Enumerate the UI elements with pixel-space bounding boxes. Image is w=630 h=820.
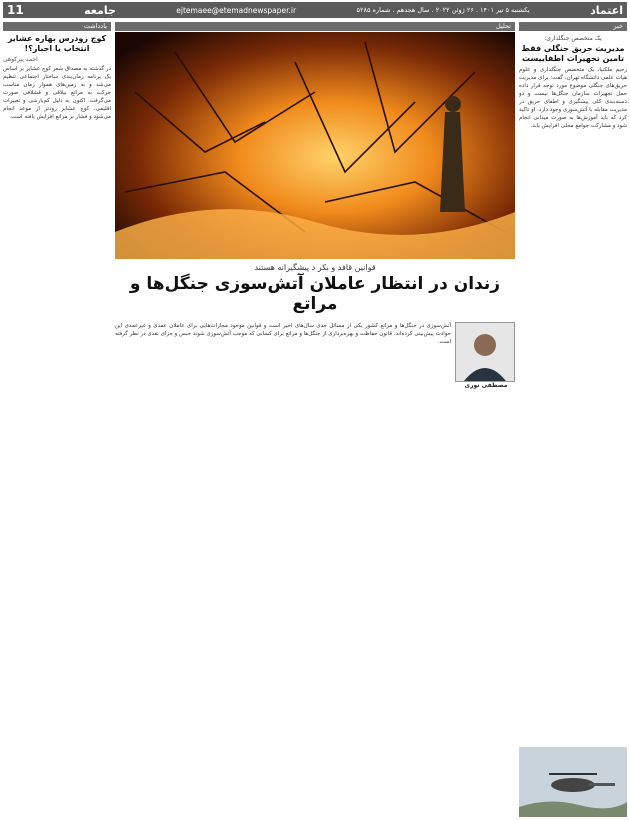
page-number: 11 xyxy=(7,3,24,17)
page-header xyxy=(3,2,627,18)
date-line: یکشنبه ۵ تیر ۱۴۰۱ . ۲۶ ژوئن ۲۰۲۲ . سال هجدهم . شماره ۵۲۸۵ xyxy=(356,6,530,14)
note-label: یادداشت xyxy=(3,22,111,31)
analysis-label: تحلیل xyxy=(115,22,515,31)
article-kicker: قوانین قافد و بکر د پیشگیرانه هستند xyxy=(254,263,376,272)
helicopter-photo xyxy=(519,747,627,817)
note-column xyxy=(3,22,111,817)
logo: اعتماد xyxy=(590,3,623,17)
author-photo xyxy=(455,322,515,382)
author-name: مصطفی نوری xyxy=(464,382,508,389)
forest-fire-photo xyxy=(115,32,515,259)
section-title: جامعه xyxy=(84,3,116,17)
news-body: رحیم ملکنیا، یک متخصص جنگلداری و علوم هیات علمی دانشگاه تهران، گفت: برای مدیریت حریق‌های جنگلی موضوع مورد توجه قرار داده حمل تجهیزات سازمان جنگل‌ها نیست و دو دسته‌بندی کلی پیشگیری و اطفای حریق در مدیریت مقابله با آتش‌سوزی وجود دارد. او تاکید کرد که باید آموزش‌ها به صورت میدانی انجام شود و مشارکت جوامع محلی افزایش یابد. xyxy=(519,67,627,129)
note-body: در گذشته به مصداق شعر کوچ عشایر بر اساس یک برنامه زمان‌بندی ساختار اجتماعی تنظیم می‌شد و به زمین‌های هموار زمان مناسب حرکت به مراتع بیلاقی و قشلاقی صورت می‌گرفت. اکنون به دلیل کم‌بارشی و تغییرات اقلیمی، کوچ عشایر زودتر از موعد انجام می‌شود و فشار بر مراتع افزایش یافته است. xyxy=(3,66,111,120)
note-headline: کوچ زودرس بهاره عشایر انتخاب یا اجبار؟! xyxy=(7,34,107,53)
main-article xyxy=(115,22,515,817)
news-kicker: یک متخصص جنگلداری: xyxy=(544,35,602,42)
note-byline: احمد پیرکوهی xyxy=(3,56,38,63)
news-label: خبر xyxy=(519,22,627,31)
news-headline: مدیریت حریق جنگلی فقط تامین تجهیزات اطفاییست xyxy=(521,44,625,63)
article-headline: زندان در انتظار عاملان آتش‌سوزی جنگل‌ها و مراتع xyxy=(129,274,501,314)
news-column xyxy=(519,22,627,817)
article-body: آتش‌سوزی در جنگل‌ها و مراتع کشور یکی از مسائل جدی سال‌های اخیر است و قوانین موجود مجازات‌هایی برای عاملان عمدی و غیرعمدی این حوادث پیش‌بینی کرده‌اند. قانون حفاظت و بهره‌برداری از جنگل‌ها و مراتع برای کسانی که موجب آتش‌سوزی شوند حبس و جزای نقدی در نظر گرفته است. xyxy=(115,323,451,345)
email-address: ejtemaee@etemadnewspaper.ir xyxy=(176,5,297,15)
